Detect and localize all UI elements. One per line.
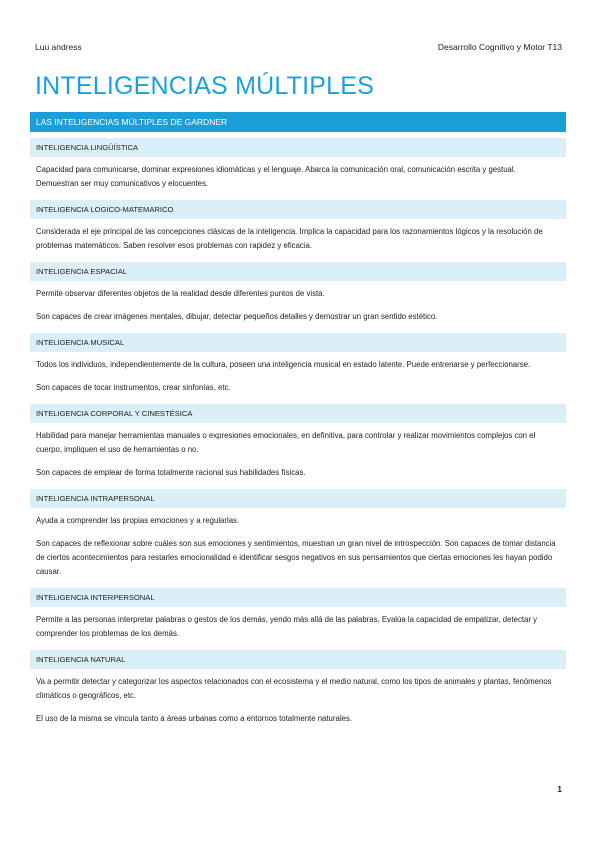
section-paragraph: Son capaces de tocar instrumentos, crear sinfonías, etc. <box>36 383 231 392</box>
intelligence-section <box>30 489 566 579</box>
header-course: Desarrollo Cognitivo y Motor T13 <box>437 42 562 52</box>
header-author: Luu andress <box>35 42 82 52</box>
section-heading: INTELIGENCIA INTERPERSONAL <box>30 588 566 607</box>
section-paragraph: Son capaces de reflexionar sobre cuáles son sus emociones y sentimientos, muestran un gran nivel de introspección. Son capaces de tomar distancia de ciertos acontecimientos para restarles emocionalidad e identificar sesgos negativos en sus pensamientos que ciertas emociones les hayan podido causar. <box>36 539 556 576</box>
section-paragraph: Son capaces de emplear de forma totalmente racional sus habilidades físicas. <box>36 468 306 477</box>
section-heading: INTELIGENCIA MUSICAL <box>30 333 566 352</box>
section-paragraph: Capacidad para comunicarse, dominar expresiones idiomáticas y el lenguaje. Abarca la comunicación oral, comunicación escrita y gestual. Demuestran ser muy comunicativos y elocuentes. <box>36 165 516 188</box>
section-banner: LAS INTELIGENCIAS MÚLTIPLES DE GARDNER <box>30 112 566 132</box>
intelligence-section <box>30 262 566 324</box>
intelligence-section <box>30 404 566 480</box>
content-body <box>30 138 566 735</box>
intelligence-section <box>30 138 566 191</box>
section-paragraph: Permite a las personas interpretar palabras o gestos de los demás, yendo más allá de las palabras. Evalúa la capacidad de empatizar, detectar y comprender los problemas de los demás. <box>36 615 538 638</box>
intelligence-section <box>30 588 566 641</box>
section-heading: INTELIGENCIA CORPORAL Y CINESTÉSICA <box>30 404 566 423</box>
section-heading: INTELIGENCIA LINGÜÍSTICA <box>30 138 566 157</box>
section-paragraph: Ayuda a comprender las propias emociones y a regularlas. <box>36 516 240 525</box>
page-title: INTELIGENCIAS MÚLTIPLES <box>35 72 374 100</box>
section-paragraph: El uso de la misma se vincula tanto a áreas urbanas como a entornos totalmente naturales. <box>36 714 352 723</box>
section-paragraph: Todos los individuos, independientemente de la cultura, poseen una inteligencia musical en estado latente. Puede entrenarse y perfeccionarse. <box>36 360 531 369</box>
section-paragraph: Habilidad para manejar herramientas manuales o expresiones emocionales, en definitiva, para controlar y realizar movimientos complejos con el cuerpo, impliquen el uso de herramientas o no. <box>36 431 536 454</box>
section-heading: INTELIGENCIA ESPACIAL <box>30 262 566 281</box>
page-number: 1 <box>557 784 562 794</box>
section-heading: INTELIGENCIA INTRAPERSONAL <box>30 489 566 508</box>
intelligence-section <box>30 333 566 395</box>
section-paragraph: Permite observar diferentes objetos de la realidad desde diferentes puntos de vista. <box>36 289 325 298</box>
section-heading: INTELIGENCIA NATURAL <box>30 650 566 669</box>
intelligence-section <box>30 650 566 726</box>
section-paragraph: Va a permitir detectar y categorizar los aspectos relacionados con el ecosistema y el medio natural, como los tipos de animales y plantas, fenómenos climáticos o geográficos, etc. <box>36 677 552 700</box>
section-paragraph: Considerada el eje principal de las concepciones clásicas de la inteligencia. Implica la capacidad para los razonamientos lógicos y la resolución de problemas matemáticos. Saben resolver esos problemas con rapidez y eficacia. <box>36 227 543 250</box>
intelligence-section <box>30 200 566 253</box>
section-paragraph: Son capaces de crear imágenes mentales, dibujar, detectar pequeños detalles y demostrar un gran sentido estético. <box>36 312 438 321</box>
section-heading: INTELIGENCIA LOGICO-MATEMARICO <box>30 200 566 219</box>
